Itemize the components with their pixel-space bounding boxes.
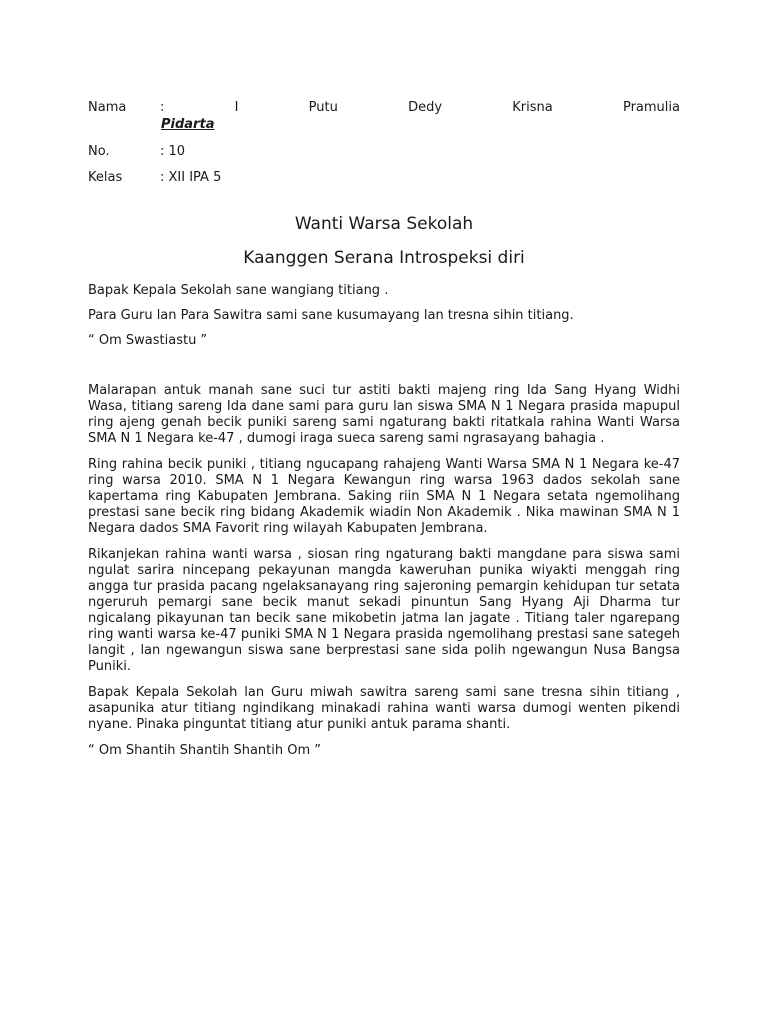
greeting-teachers: Para Guru lan Para Sawitra sami sane kusumayang lan tresna sihin titiang.: [88, 308, 574, 323]
body-paragraph-1: Malarapan antuk manah sane suci tur astiti bakti majeng ring Ida Sang Hyang Widhi Wasa, titiang sareng Ida dane sami para guru lan siswa SMA N 1 Negara prasida mapupul ring ajeng genah becik puniki sareng sami ngaturang bakti ritatkala rahina Wanti Warsa SMA N 1 Negara ke-47 , dumogi iraga sueca sareng sami ngrasayang bahagia .: [88, 383, 680, 446]
name-word: I: [234, 100, 239, 115]
number-label: No.: [88, 144, 110, 159]
body-paragraph-2: Ring rahina becik puniki , titiang ngucapang rahajeng Wanti Warsa SMA N 1 Negara ke-47 ring warsa 2010. SMA N 1 Negara Kewangun ring warsa 1963 dados sekolah sane kapertama ring Kabupaten Jembrana. Saking riin SMA N 1 Negara setata ngemolihang prestasi sane becik ring bidang Akademik wiadin Non Akademik . Nika mawinan SMA N 1 Negara dados SMA Favorit ring wilayah Kabupaten Jembrana.: [88, 457, 680, 536]
class-row: [88, 169, 680, 186]
name-row: [88, 99, 680, 134]
document-page: [88, 99, 680, 768]
greeting-principal: Bapak Kepala Sekolah sane wangiang titiang .: [88, 283, 389, 298]
name-word: Dedy: [408, 100, 443, 115]
document-title: Wanti Warsa Sekolah: [294, 214, 474, 234]
number-value: : 10: [160, 144, 186, 159]
name-value: [160, 99, 680, 134]
body-paragraph-4: Bapak Kepala Sekolah lan Guru miwah sawitra sareng sami sane tresna sihin titiang , asapunika atur titiang ngindikang minakadi rahina wanti warsa dumogi wenten pikendi nyane. Pinaka pinguntat titiang atur puniki antuk parama shanti.: [88, 685, 680, 732]
name-continued: Pidarta: [161, 117, 215, 132]
closing-salutation: “ Om Shantih Shantih Shantih Om ”: [88, 743, 321, 758]
class-value: : XII IPA 5: [160, 170, 222, 185]
number-row: [88, 143, 680, 160]
blank-line: [88, 358, 680, 383]
name-word: Pramulia: [622, 100, 680, 115]
class-label: Kelas: [88, 170, 123, 185]
name-word: Putu: [308, 100, 338, 115]
body-paragraph-3: Rikanjekan rahina wanti warsa , siosan ring ngaturang bakti mangdane para siswa sami ngulat sarira nincepang pekayunan mangda kaweruhan punika wiyakti menggah ring angga tur prasida pacang ngelaksanayang ring sajeroning pemargin kehidupan tur setata ngeruruh pemargi sane becik manut sekadi pinuntun Sang Hyang Aji Dharma tur ngicalang pikayunan tan becik sane mikobetin jatma lan jagate . Titiang taler ngarepang ring wanti warsa ke-47 puniki SMA N 1 Negara prasida ngemolihang prestasi sane sategeh langit , lan ngewangun siswa sane berprestasi sane sida polih ngewangun Nusa Bangsa Puniki.: [88, 547, 680, 674]
document-subtitle: Kaanggen Serana Introspeksi diri: [243, 248, 525, 268]
opening-salutation: “ Om Swastiastu ”: [88, 333, 208, 348]
name-label: Nama: [88, 100, 127, 115]
name-word: Krisna: [512, 100, 553, 115]
name-colon: :: [160, 100, 165, 115]
name-line: [160, 99, 680, 116]
